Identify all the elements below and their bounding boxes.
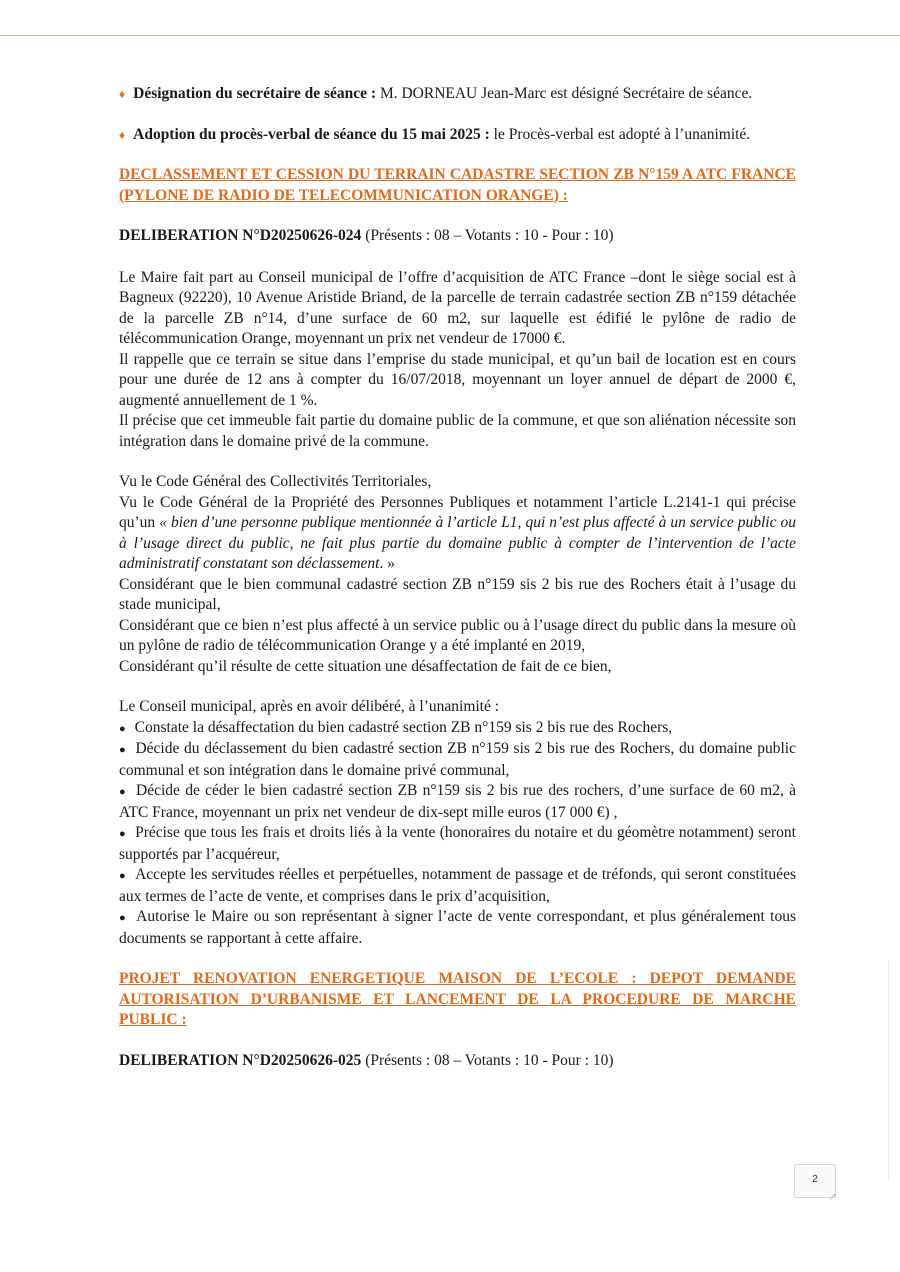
minutes-item xyxy=(119,125,796,146)
list-item-text: Constate la désaffectation du bien cadastré section ZB n°159 sis 2 bis rue des Rochers, xyxy=(134,718,673,736)
deliberation-line xyxy=(119,1051,796,1072)
header-rule xyxy=(0,35,900,36)
item-text: le Procès-verbal est adopté à l’unanimité. xyxy=(489,125,751,143)
bullet-icon: ● xyxy=(119,828,127,840)
list-item-text: Autorise le Maire ou son représentant à signer l’acte de vente correspondant, et plus généralement tous documents se rapportant à cette affaire. xyxy=(119,908,796,947)
deliberation-counts: (Présents : 08 – Votants : 10 - Pour : 10) xyxy=(361,227,614,244)
vu-quote-end: . » xyxy=(379,555,395,572)
section-title-colon: : xyxy=(177,1011,187,1028)
section-title-text: DECLASSEMENT ET CESSION DU TERRAIN CADASTRE SECTION ZB N°159 A ATC FRANCE (PYLONE DE RADIO DE TELECOMMUNICATION ORANGE) xyxy=(119,166,796,204)
list-item xyxy=(119,865,796,907)
deliberation-counts: (Présents : 08 – Votants : 10 - Pour : 10) xyxy=(361,1051,614,1069)
secretary-item xyxy=(119,84,796,105)
list-item-text: Accepte les servitudes réelles et perpétuelles, notamment de passage et de tréfonds, qui seront constituées aux termes de l’acte de vente, et comprises dans le prix d’acquisition, xyxy=(119,866,796,905)
decision-list xyxy=(119,718,796,950)
list-item-text: Précise que tous les frais et droits liés à la vente (honoraires du notaire et du géomètre notamment) seront supportés par l’acquéreur, xyxy=(119,824,796,863)
item-label: Désignation du secrétaire de séance : xyxy=(133,85,377,102)
deliberation-number: DELIBERATION N°D20250626-024 xyxy=(119,227,362,244)
vu-quote: « bien d’une personne publique mentionnée à l’article L1, qui n’est plus affecté à un service public ou à l’usage direct du public, ne fait plus partie du domaine public à compter de l’intervention de l’acte administratif constatant son déclassement xyxy=(119,514,796,572)
bullet-icon: ● xyxy=(119,744,127,756)
list-item-text: Décide de céder le bien cadastré section ZB n°159 sis 2 bis rue des rochers, d’une surface de 60 m2, à ATC France, moyennant un prix net vendeur de dix-sept mille euros (17 000 €) , xyxy=(119,782,796,821)
bullet-icon: ● xyxy=(119,870,127,882)
item-label: Adoption du procès-verbal de séance du 15 mai 2025 : xyxy=(133,125,490,143)
vu-line xyxy=(119,493,796,575)
section-title xyxy=(119,165,796,206)
section-title-text: PROJET RENOVATION ENERGETIQUE MAISON DE L’ECOLE : DEPOT DEMANDE AUTORISATION D’URBANISME ET LANCEMENT DE LA PROCEDURE DE MARCHE PUBLIC xyxy=(119,970,796,1028)
document-body xyxy=(119,84,796,1071)
considerant-line: Considérant que ce bien n’est plus affecté à un service public ou à l’usage direct du public dans la mesure où un pylône de radio de télécommunication Orange y a été implanté en 2019, xyxy=(119,616,796,654)
considerant-line: Considérant que le bien communal cadastré section ZB n°159 sis 2 bis rue des Rochers était à l’usage du stade municipal, xyxy=(119,575,796,613)
deliberation-line xyxy=(119,226,796,247)
deliberation-number: DELIBERATION N°D20250626-025 xyxy=(119,1051,362,1069)
section-title-colon: : xyxy=(558,186,568,204)
list-item-text: Décide du déclassement du bien cadastré section ZB n°159 sis 2 bis rue des Rochers, du domaine public communal et son intégration dans le domaine privé communal, xyxy=(119,740,796,779)
list-item xyxy=(119,823,796,865)
intro-paragraph: Le Maire fait part au Conseil municipal de l’offre d’acquisition de ATC France –dont le siège social est à Bagneux (92220), 10 Avenue Aristide Briand, de la parcelle de terrain cadastrée section ZB n°159 détachée de la parcelle ZB n°14, d’une surface de 60 m2, sur laquelle est édifié le pylône de radio de télécommunication Orange, moyennant un prix net vendeur de 17000 €. xyxy=(119,268,796,347)
list-item xyxy=(119,718,796,740)
diamond-bullet-icon: ♦ xyxy=(119,87,126,101)
decision-intro: Le Conseil municipal, après en avoir délibéré, à l’unanimité : xyxy=(119,698,500,715)
scan-edge xyxy=(888,960,889,1180)
intro-paragraph: Il rappelle que ce terrain se situe dans l’emprise du stade municipal, et qu’un bail de location est en cours pour une durée de 12 ans à compter du 16/07/2018, moyennant un loyer annuel de départ de 2000 €, augmenté annuellement de 1 %. xyxy=(119,350,796,409)
page-curl-icon: ↗ xyxy=(828,1192,837,1203)
considerant-line: Considérant qu’il résulte de cette situation une désaffectation de fait de ce bien, xyxy=(119,657,612,675)
page-number-text: 2 xyxy=(812,1174,818,1185)
bullet-icon: ● xyxy=(119,722,126,735)
list-item xyxy=(119,907,796,949)
diamond-bullet-icon: ♦ xyxy=(119,127,126,142)
list-item xyxy=(119,739,796,781)
section-title xyxy=(119,969,796,1031)
item-text: M. DORNEAU Jean-Marc est désigné Secrétaire de séance. xyxy=(376,85,753,102)
page-number xyxy=(794,1164,837,1203)
bullet-icon: ● xyxy=(119,786,128,798)
intro-paragraph: Il précise que cet immeuble fait partie du domaine public de la commune, et que son aliénation nécessite son intégration dans le domaine privé de la commune. xyxy=(119,412,796,450)
vu-text: Vu le Code Général de la Propriété des Personnes Publiques et notamment l’article L.2141-1 qui précise qu’un xyxy=(119,493,796,531)
vu-line: Vu le Code Général des Collectivités Territoriales, xyxy=(119,473,432,490)
bullet-icon: ● xyxy=(119,912,128,924)
list-item xyxy=(119,781,796,823)
